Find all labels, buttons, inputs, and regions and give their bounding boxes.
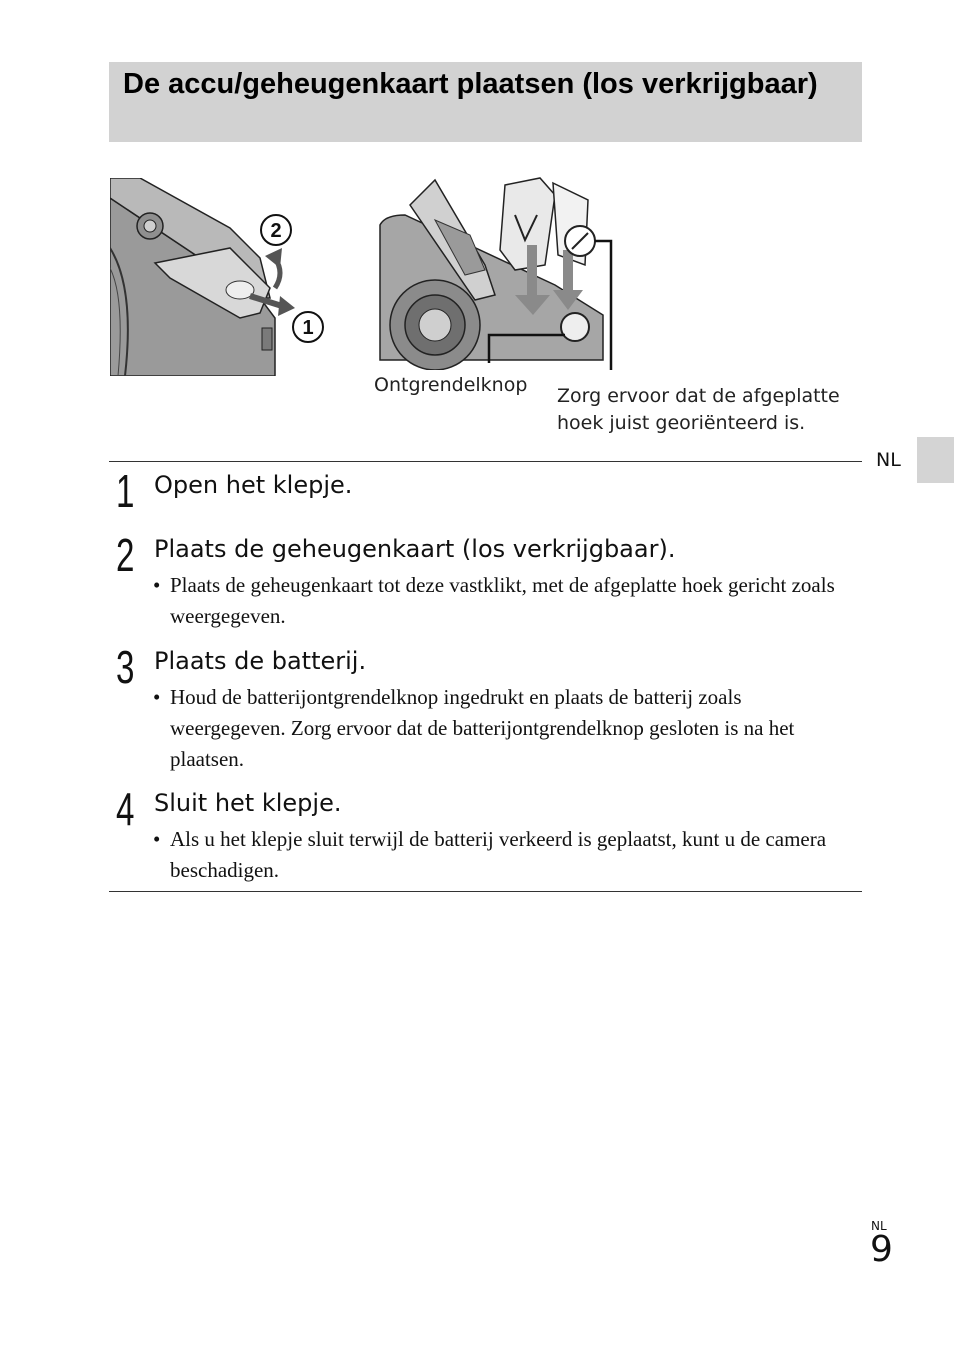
step-number: 1 — [116, 465, 135, 517]
step-note-text: Houd de batterijontgrendelknop ingedrukt en plaats de batterij zoals weergegeven. Zorg ervoor dat de batterijontgrendelknop gesloten is na het plaatsen. — [170, 685, 795, 771]
callout-orientation-note: Zorg ervoor dat de afgeplatte hoek juist georiënteerd is. — [557, 385, 840, 434]
steps-top-rule — [109, 461, 862, 462]
battery-card-insert-illustration — [375, 175, 615, 370]
marker-1: 1 — [302, 317, 314, 339]
step-number: 4 — [116, 783, 135, 835]
callout-release-button: Ontgrendelknop — [374, 374, 528, 396]
step-title: Open het klepje. — [154, 471, 353, 499]
footer-language: NL — [871, 1219, 887, 1233]
step-note — [153, 570, 853, 632]
step-title: Plaats de geheugenkaart (los verkrijgbaar). — [154, 535, 676, 563]
marker-2: 2 — [270, 220, 282, 242]
step-number: 3 — [116, 641, 135, 693]
step-title: Plaats de batterij. — [154, 647, 367, 675]
step-note — [153, 682, 853, 775]
bullet: • — [153, 827, 161, 851]
page-number: 9 — [870, 1229, 893, 1270]
bullet: • — [153, 573, 161, 597]
step-note-text: Als u het klepje sluit terwijl de batterij verkeerd is geplaatst, kunt u de camera beschadigen. — [170, 827, 827, 882]
language-tab — [917, 437, 954, 483]
camera-cover-open-illustration — [110, 178, 335, 376]
step-note — [153, 824, 853, 886]
step-number: 2 — [116, 529, 135, 581]
step-note-text: Plaats de geheugenkaart tot deze vastklikt, met de afgeplatte hoek gericht zoals weergegeven. — [170, 573, 835, 628]
section-title-bar — [109, 62, 862, 142]
steps-bottom-rule — [109, 891, 862, 892]
language-label: NL — [876, 449, 901, 471]
section-title: De accu/geheugenkaart plaatsen (los verkrijgbaar) — [123, 68, 818, 100]
bullet: • — [153, 685, 161, 709]
step-title: Sluit het klepje. — [154, 789, 342, 817]
